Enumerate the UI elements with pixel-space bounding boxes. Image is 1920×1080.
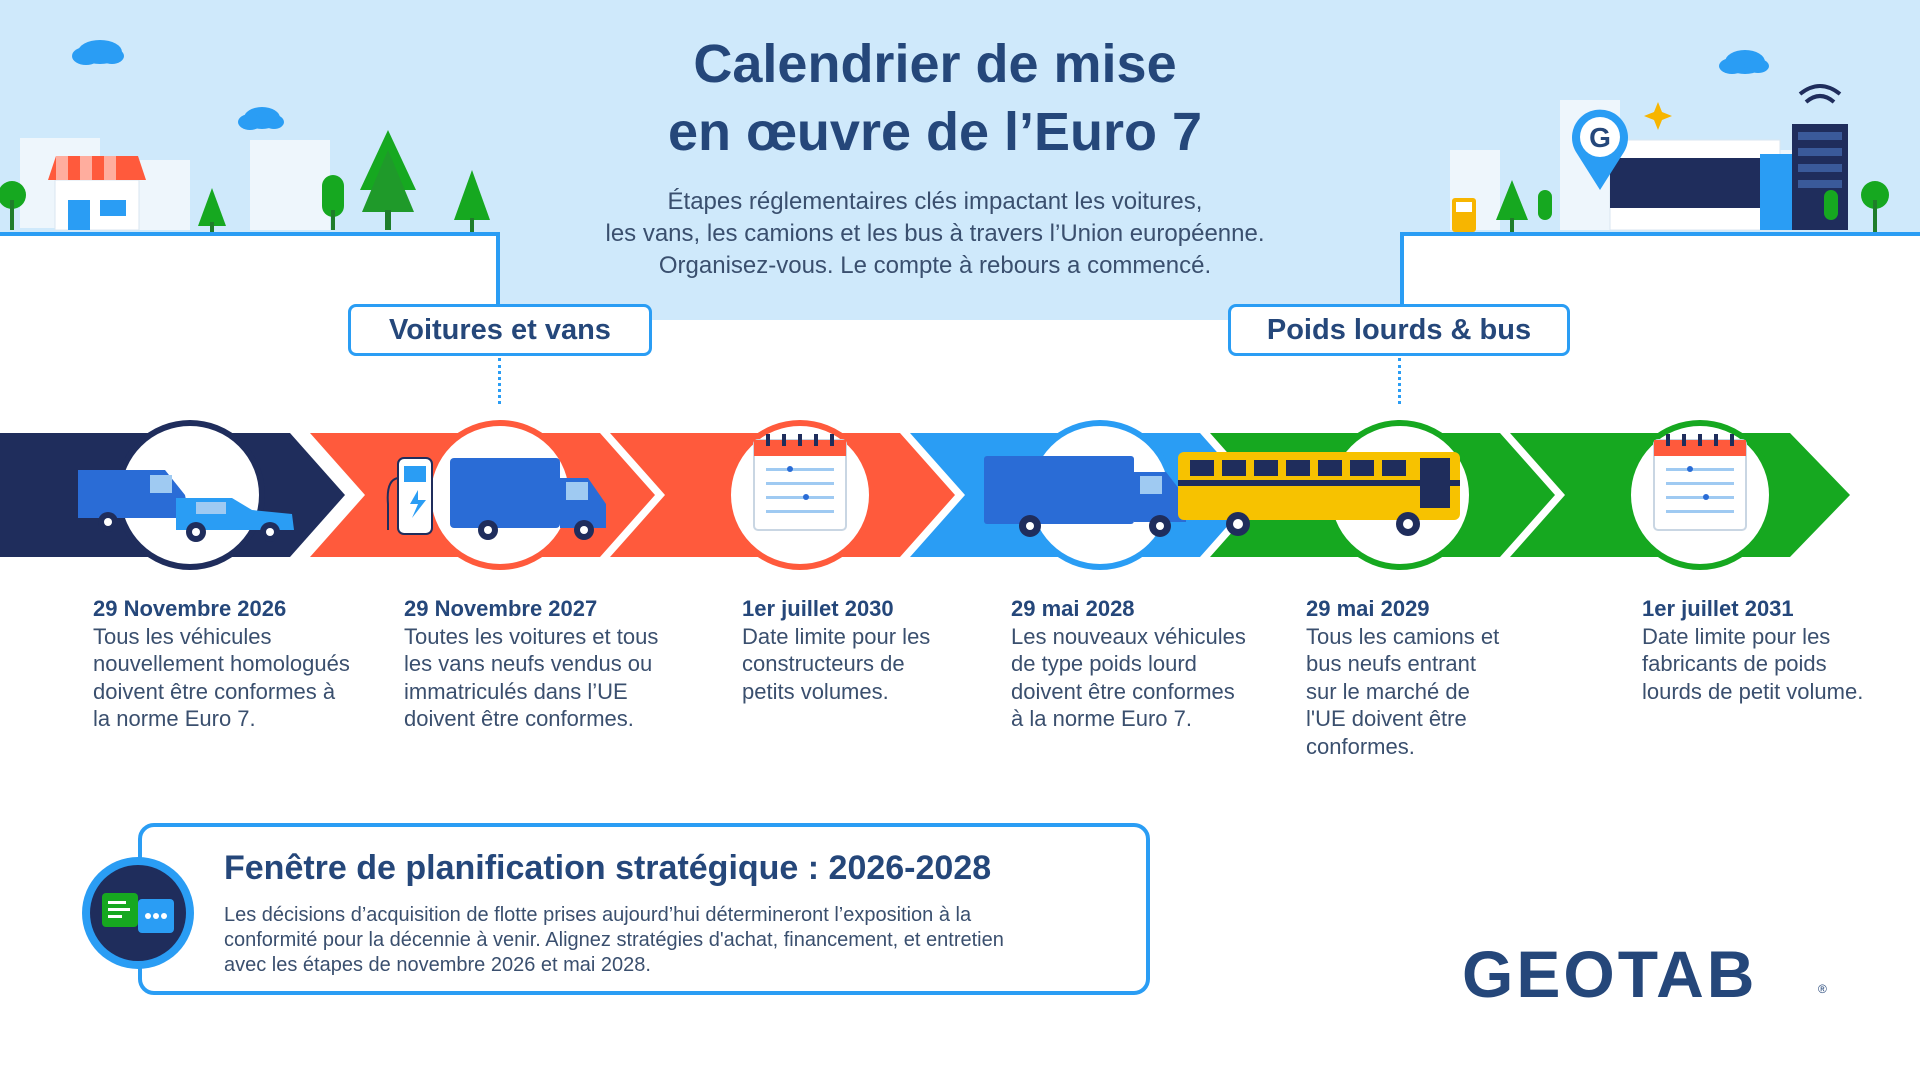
milestone-text-line: doivent être conformes à (93, 678, 336, 704)
milestone-date: 1er juillet 2031 (1642, 596, 1794, 621)
milestone-text-line: immatriculés dans l’UE (404, 678, 628, 704)
milestone-text-line: Tous les camions et (1306, 623, 1500, 649)
planning-text-line: conformité pour la décennie à venir. Alignez stratégies d'achat, financement, et entretien (224, 929, 1004, 951)
milestone-5 (1306, 595, 1596, 760)
sparkle-icon (1644, 102, 1672, 130)
right-city-illustration (1400, 40, 1920, 234)
building-icon (1610, 140, 1780, 230)
milestone-date: 29 Novembre 2026 (93, 596, 287, 621)
svg-text:G: G (1589, 122, 1611, 153)
milestone-date: 29 mai 2029 (1306, 596, 1430, 621)
registered-mark: ® (1818, 982, 1827, 996)
milestone-1 (93, 595, 383, 733)
shop-icon (48, 156, 146, 230)
milestone-date: 29 mai 2028 (1011, 596, 1135, 621)
planning-window-box (138, 823, 1150, 995)
ground-line-left-drop (496, 232, 500, 304)
fuel-pump-icon (1452, 198, 1476, 232)
milestone-text-line: Date limite pour les (1642, 623, 1831, 649)
ground-line-right-drop (1400, 232, 1404, 304)
milestone-4 (1011, 595, 1301, 733)
subtitle-line: Organisez-vous. Le compte à rebours a commencé. (658, 252, 1212, 279)
milestone-text-line: conformes. (1306, 733, 1415, 759)
milestone-text-line: nouvellement homologués (93, 651, 350, 676)
milestone-text-line: petits volumes. (742, 678, 889, 704)
tree-icon (360, 130, 416, 230)
milestone-text-line: Tous les véhicules (93, 623, 272, 649)
milestone-text-line: Date limite pour les (742, 623, 931, 649)
page-title (560, 30, 1310, 166)
left-city-illustration (0, 30, 500, 234)
tree-icon (1496, 180, 1528, 232)
subtitle-line: les vans, les camions et les bus à travers l’Union européenne. (605, 220, 1265, 247)
milestone-2 (404, 595, 694, 733)
milestone-text-line: bus neufs entrant (1306, 651, 1477, 676)
connector-dotted-line (1398, 358, 1401, 404)
planning-title: Fenêtre de planification stratégique : 2026-2028 (224, 849, 992, 887)
milestone-text-line: sur le marché de (1306, 678, 1470, 704)
puzzle-chat-icon (80, 855, 196, 971)
milestone-text-line: de type poids lourd (1011, 651, 1197, 676)
cloud-icon (238, 107, 284, 130)
milestone-text-line: à la norme Euro 7. (1011, 706, 1192, 731)
milestone-text-line: doivent être conformes. (404, 706, 634, 731)
milestone-date: 29 Novembre 2027 (404, 596, 598, 621)
calendar-icon (1654, 434, 1746, 530)
milestone-3 (742, 595, 1032, 705)
geotab-logo: GEOTAB (1462, 937, 1758, 1011)
milestone-text-line: lourds de petit volume. (1642, 678, 1864, 704)
title-line: Calendrier de mise (693, 34, 1177, 94)
tree-icon (198, 188, 226, 232)
category-cars-vans: Voitures et vans (348, 304, 652, 356)
milestone-text-line: les vans neufs vendus ou (404, 651, 653, 676)
milestone-text-line: l'UE doivent être (1306, 706, 1467, 731)
planning-text (224, 903, 1104, 978)
category-trucks-buses: Poids lourds & bus (1228, 304, 1570, 356)
cloud-icon (72, 40, 124, 65)
wifi-icon (1800, 86, 1840, 102)
calendar-icon (754, 434, 846, 530)
cloud-icon (1719, 50, 1769, 74)
title-line: en œuvre de l’Euro 7 (667, 102, 1203, 162)
connector-dotted-line (498, 358, 501, 404)
timeline-band (0, 420, 1920, 570)
milestone-text-line: doivent être conformes (1011, 678, 1235, 704)
milestone-text-line: la norme Euro 7. (93, 706, 256, 731)
milestone-text-line: Les nouveaux véhicules (1011, 623, 1246, 649)
planning-text-line: Les décisions d’acquisition de flotte prises aujourd’hui détermineront l’exposition à la (224, 904, 972, 926)
page-subtitle (560, 186, 1310, 282)
milestone-date: 1er juillet 2030 (742, 596, 894, 621)
milestone-text-line: Toutes les voitures et tous (404, 623, 659, 649)
milestone-text-line: constructeurs de (742, 651, 905, 676)
planning-text-line: avec les étapes de novembre 2026 et mai 2028. (224, 954, 651, 976)
subtitle-line: Étapes réglementaires clés impactant les voitures, (667, 188, 1203, 215)
milestone-text-line: fabricants de poids (1642, 651, 1827, 676)
tree-icon (454, 170, 490, 232)
milestone-6 (1642, 595, 1920, 705)
